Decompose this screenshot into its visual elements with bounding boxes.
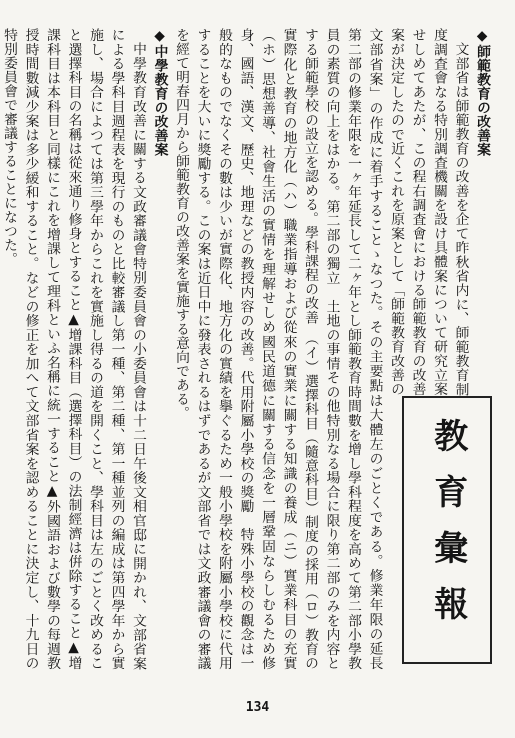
- title-box: [402, 396, 492, 664]
- diamond-icon: ◆: [474, 28, 490, 45]
- section-body-normal-school: 文部省は師範教育の改善を企て昨秋省内に、師範教育制度調査會なる特別調査機關を設け具體案について研究立案せしめてあたが、この程右調査會における師範教育の改善案が決定したので近くこれを原案として「師範教育改善の文部省案」の作成に着手することゝなつた。その主要點は大體左のごとくである。修業年限の延長 第二部の修業年限を一ヶ年延長して二ヶ年とし師範教育時間數を增し學科程度を高めて第二部小學教員の素質の向上をはかる。第二部の獨立 土地の事情その他特別なる場合に限り第二部のみを内容とする師範學校の設立を認める。學科課程の改善 （イ）選擇科目（隨意科目）制度の採用（ロ）教育の實際化と教育の地方化（ハ）職業指導および從來の實業に關する知識の養成（ニ）實業科目の充實（ホ）思想善導、社會生活の實情を理解せしめ國民道德に關する信念を一層鞏固ならしむるため修身、國語、漢文、歷史、地理などの教授内容の改善。代用附屬小學校の獎勵 特殊小學校の觀念は一般的なものでなくその數は少いが實際化、地方化の實績を擧ぐるため一般小學校を附屬小學校に代用することを大いに獎勵する。この案は近日中に發表されるはずであるが文部省では文政審議會の審議を經て明春四月から師範教育の改善案を實施する意向である。: [173, 28, 469, 684]
- page-number: 134: [245, 700, 270, 715]
- article-body: [1, 28, 492, 684]
- section-body-middle-school: 中學教育改善に關する文政審議會特別委員會の小委員會は十二日午後文相官邸に開かれ、文部省案による學科目週程表を現行のものと比較審議し第一種、第二種、第一種並列の編成は第四學年から實施し、場合によつては第三學年からこれを實施し得るの道を開くこと、學科目は左のごとく改めること選擇科目の名稱は從來通り修身とすること▲增課科目（選擇科目）の法制經濟は倂除すること▲增課科目は本科目と同樣にこれを增課して理科といふ名稱に統一すること▲外國語および數學の每週教授時間數減少案は多少緩和すること。などの修正を加へて文部省案を認めることに決定し、十九日の特別委員會で審議することになつた。: [1, 28, 146, 670]
- section-heading-middle-school: [148, 28, 170, 670]
- page-title: 教育彙報: [427, 418, 468, 642]
- section-heading-text: 師範教育の改善案: [474, 44, 490, 157]
- section-heading-text: 中學教育の改善案: [151, 44, 168, 157]
- diamond-icon: ◆: [151, 28, 168, 45]
